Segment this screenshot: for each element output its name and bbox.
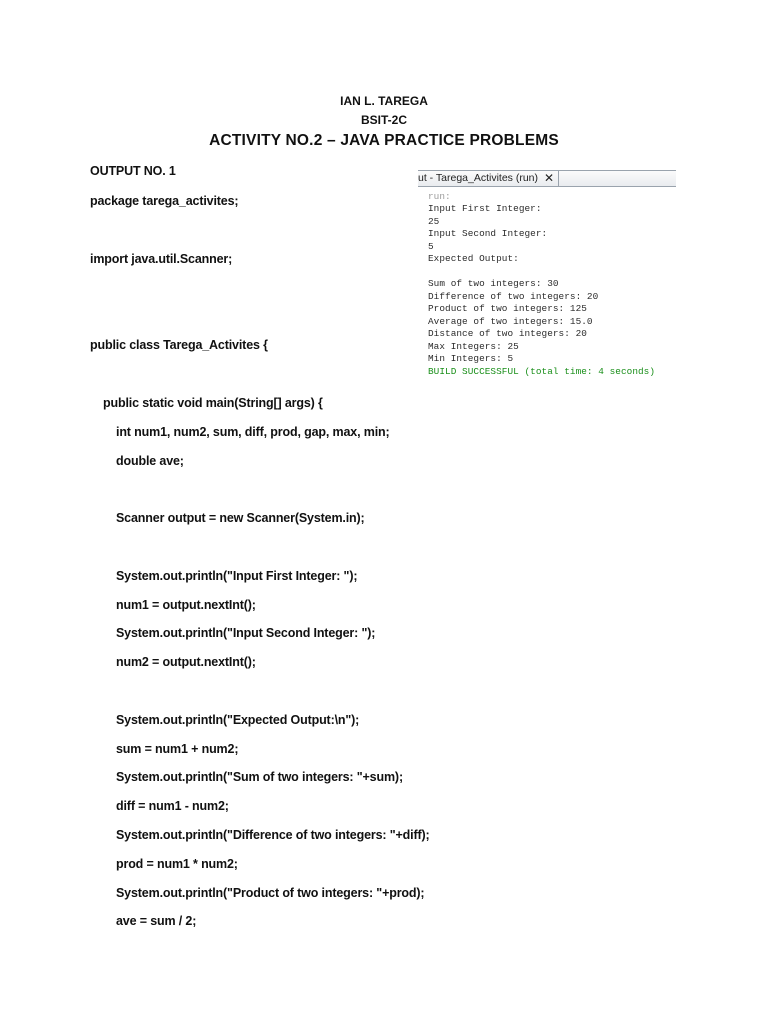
output-tab[interactable]	[418, 170, 676, 187]
code-line: diff = num1 - num2;	[116, 799, 229, 813]
code-line: System.out.println("Difference of two integers: "+diff);	[116, 828, 430, 842]
class-section: BSIT-2C	[360, 113, 407, 127]
console-line: Input Second Integer:	[428, 228, 548, 239]
console-line: Input First Integer:	[428, 203, 542, 214]
tab-divider	[558, 171, 559, 187]
console-line: Expected Output:	[428, 253, 519, 264]
document-title: ACTIVITY NO.2 – JAVA PRACTICE PROBLEMS	[209, 132, 559, 149]
console-line: Max Integers: 25	[428, 341, 519, 352]
console-line: Difference of two integers: 20	[428, 291, 599, 302]
output-tab-label: ut - Tarega_Activites (run)	[418, 172, 539, 184]
console-line: Distance of two integers: 20	[428, 328, 587, 339]
console-line: run:	[428, 191, 451, 202]
code-line: prod = num1 * num2;	[116, 857, 238, 871]
code-line: System.out.println("Sum of two integers: "+sum);	[116, 770, 403, 784]
build-status-line: BUILD SUCCESSFUL (total time: 4 seconds)	[428, 366, 656, 377]
code-line: num1 = output.nextInt();	[116, 598, 256, 612]
code-line: System.out.println("Input First Integer: ");	[116, 569, 358, 583]
code-line: int num1, num2, sum, diff, prod, gap, max, min;	[116, 425, 390, 439]
code-line: package tarega_activites;	[90, 194, 239, 208]
close-icon[interactable]: ✕	[543, 171, 555, 185]
console-line: 25	[428, 216, 440, 227]
code-line: System.out.println("Expected Output:\n");	[116, 713, 360, 727]
code-line: Scanner output = new Scanner(System.in);	[116, 511, 365, 525]
console-line: Sum of two integers: 30	[428, 278, 559, 289]
console-line: 5	[428, 241, 434, 252]
output-window-screenshot	[418, 170, 676, 382]
code-line: double ave;	[116, 454, 184, 468]
code-line: public class Tarega_Activites {	[90, 338, 268, 352]
author-name: IAN L. TAREGA	[340, 94, 428, 108]
console-line: Min Integers: 5	[428, 353, 514, 364]
code-line: System.out.println("Input Second Integer: ");	[116, 626, 376, 640]
code-line: num2 = output.nextInt();	[116, 655, 256, 669]
output-heading: OUTPUT NO. 1	[90, 164, 176, 178]
code-line: public static void main(String[] args) {	[103, 396, 323, 410]
code-line: System.out.println("Product of two integers: "+prod);	[116, 886, 425, 900]
console-line: Product of two integers: 125	[428, 303, 587, 314]
code-line: import java.util.Scanner;	[90, 252, 233, 266]
console-line: Average of two integers: 15.0	[428, 316, 593, 327]
code-line: sum = num1 + num2;	[116, 742, 239, 756]
code-line: ave = sum / 2;	[116, 914, 197, 928]
